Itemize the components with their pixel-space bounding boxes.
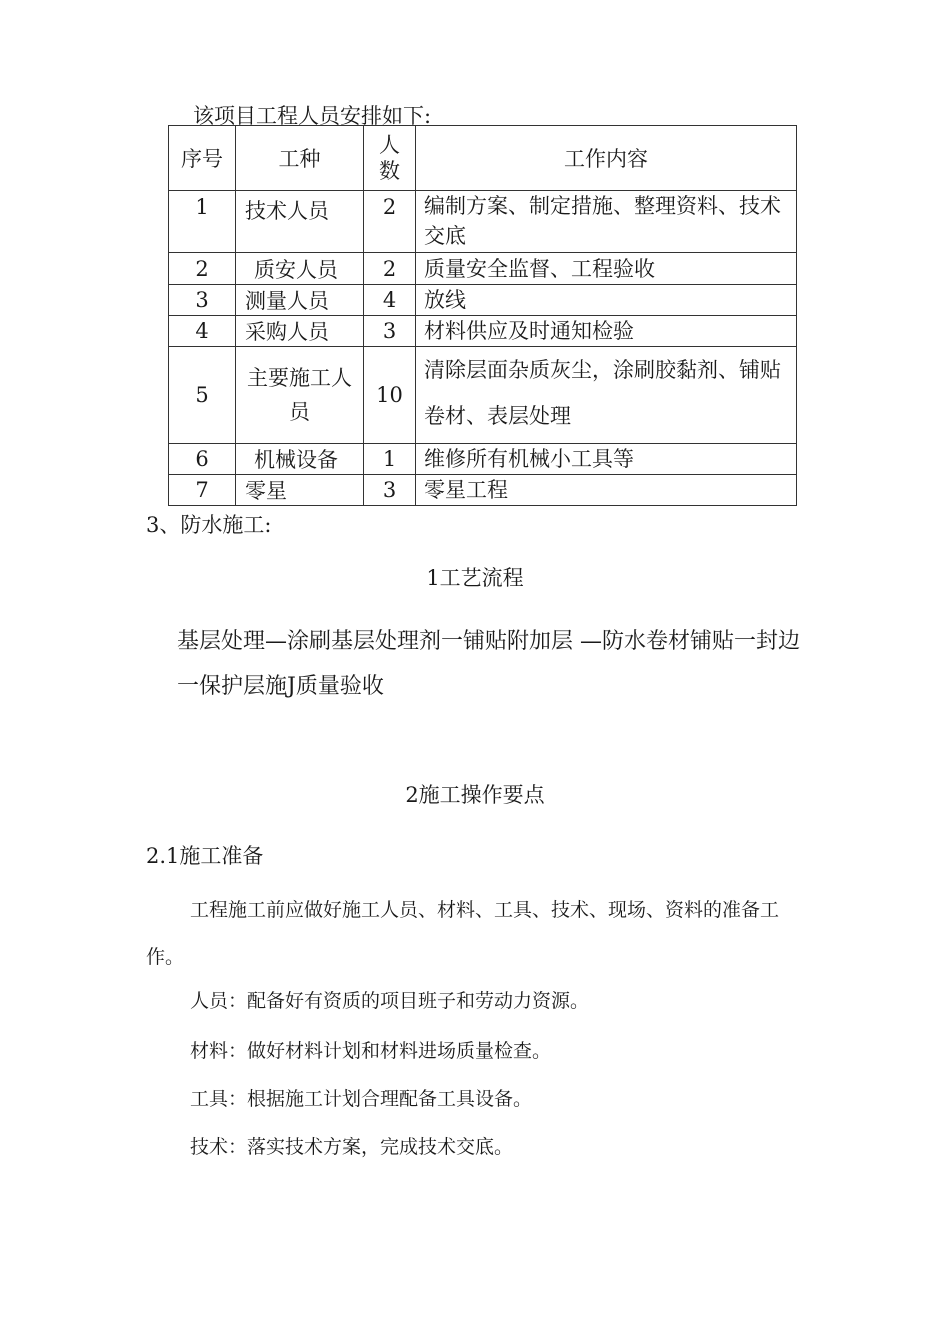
cell-no: 3 bbox=[169, 285, 236, 316]
process-heading: 1工艺流程 bbox=[426, 566, 524, 590]
table-row bbox=[169, 347, 797, 444]
prep-item-tools: 工具：根据施工计划合理配备工具设备。 bbox=[190, 1088, 533, 1110]
cell-type: 零星 bbox=[236, 475, 364, 506]
cell-type: 技术人员 bbox=[236, 191, 364, 253]
header-count: 人 数 bbox=[364, 126, 416, 191]
cell-no: 2 bbox=[169, 253, 236, 285]
table-row bbox=[169, 316, 797, 347]
process-text: 基层处理—涂刷基层处理剂一铺贴附加层 —防水卷材铺贴一封边一保护层施J质量验收 bbox=[177, 629, 800, 699]
header-no: 序号 bbox=[169, 126, 236, 191]
cell-type: 测量人员 bbox=[236, 285, 364, 316]
cell-count: 2 bbox=[364, 191, 416, 253]
cell-type: 采购人员 bbox=[236, 316, 364, 347]
cell-work: 清除层面杂质灰尘，涂刷胶黏剂、铺贴卷材、表层处理 bbox=[416, 347, 797, 444]
table-header-row bbox=[169, 126, 797, 191]
table-row bbox=[169, 285, 797, 316]
prep-paragraph: 工程施工前应做好施工人员、材料、工具、技术、现场、资料的准备工作。 bbox=[146, 899, 780, 968]
section-heading-waterproofing: 3、防水施工: bbox=[146, 513, 272, 537]
cell-type: 质安人员 bbox=[236, 253, 364, 285]
cell-no: 5 bbox=[169, 347, 236, 444]
prep-item-materials: 材料：做好材料计划和材料进场质量检查。 bbox=[190, 1040, 552, 1062]
cell-no: 4 bbox=[169, 316, 236, 347]
cell-count: 2 bbox=[364, 253, 416, 285]
cell-work: 维修所有机械小工具等 bbox=[416, 444, 797, 475]
cell-work: 编制方案、制定措施、整理资料、技术交底 bbox=[416, 191, 797, 253]
cell-work: 零星工程 bbox=[416, 475, 797, 506]
staff-table bbox=[168, 125, 797, 506]
prep-heading: 2.1施工准备 bbox=[146, 844, 264, 868]
cell-type: 机械设备 bbox=[236, 444, 364, 475]
cell-count: 10 bbox=[364, 347, 416, 444]
table-row bbox=[169, 444, 797, 475]
cell-count: 3 bbox=[364, 316, 416, 347]
cell-count: 4 bbox=[364, 285, 416, 316]
table-row bbox=[169, 475, 797, 506]
prep-item-personnel: 人员：配备好有资质的项目班子和劳动力资源。 bbox=[190, 990, 590, 1012]
cell-no: 6 bbox=[169, 444, 236, 475]
key-points-heading: 2施工操作要点 bbox=[405, 783, 545, 807]
header-type: 工种 bbox=[236, 126, 364, 191]
cell-work: 材料供应及时通知检验 bbox=[416, 316, 797, 347]
prep-item-technology: 技术：落实技术方案，完成技术交底。 bbox=[190, 1136, 514, 1158]
cell-no: 7 bbox=[169, 475, 236, 506]
cell-work: 放线 bbox=[416, 285, 797, 316]
header-work: 工作内容 bbox=[416, 126, 797, 191]
table-row bbox=[169, 253, 797, 285]
cell-count: 3 bbox=[364, 475, 416, 506]
cell-work: 质量安全监督、工程验收 bbox=[416, 253, 797, 285]
cell-no: 1 bbox=[169, 191, 236, 253]
cell-type: 主要施工人员 bbox=[236, 347, 364, 444]
intro-text: 该项目工程人员安排如下: bbox=[193, 104, 432, 128]
cell-count: 1 bbox=[364, 444, 416, 475]
table-row bbox=[169, 191, 797, 253]
